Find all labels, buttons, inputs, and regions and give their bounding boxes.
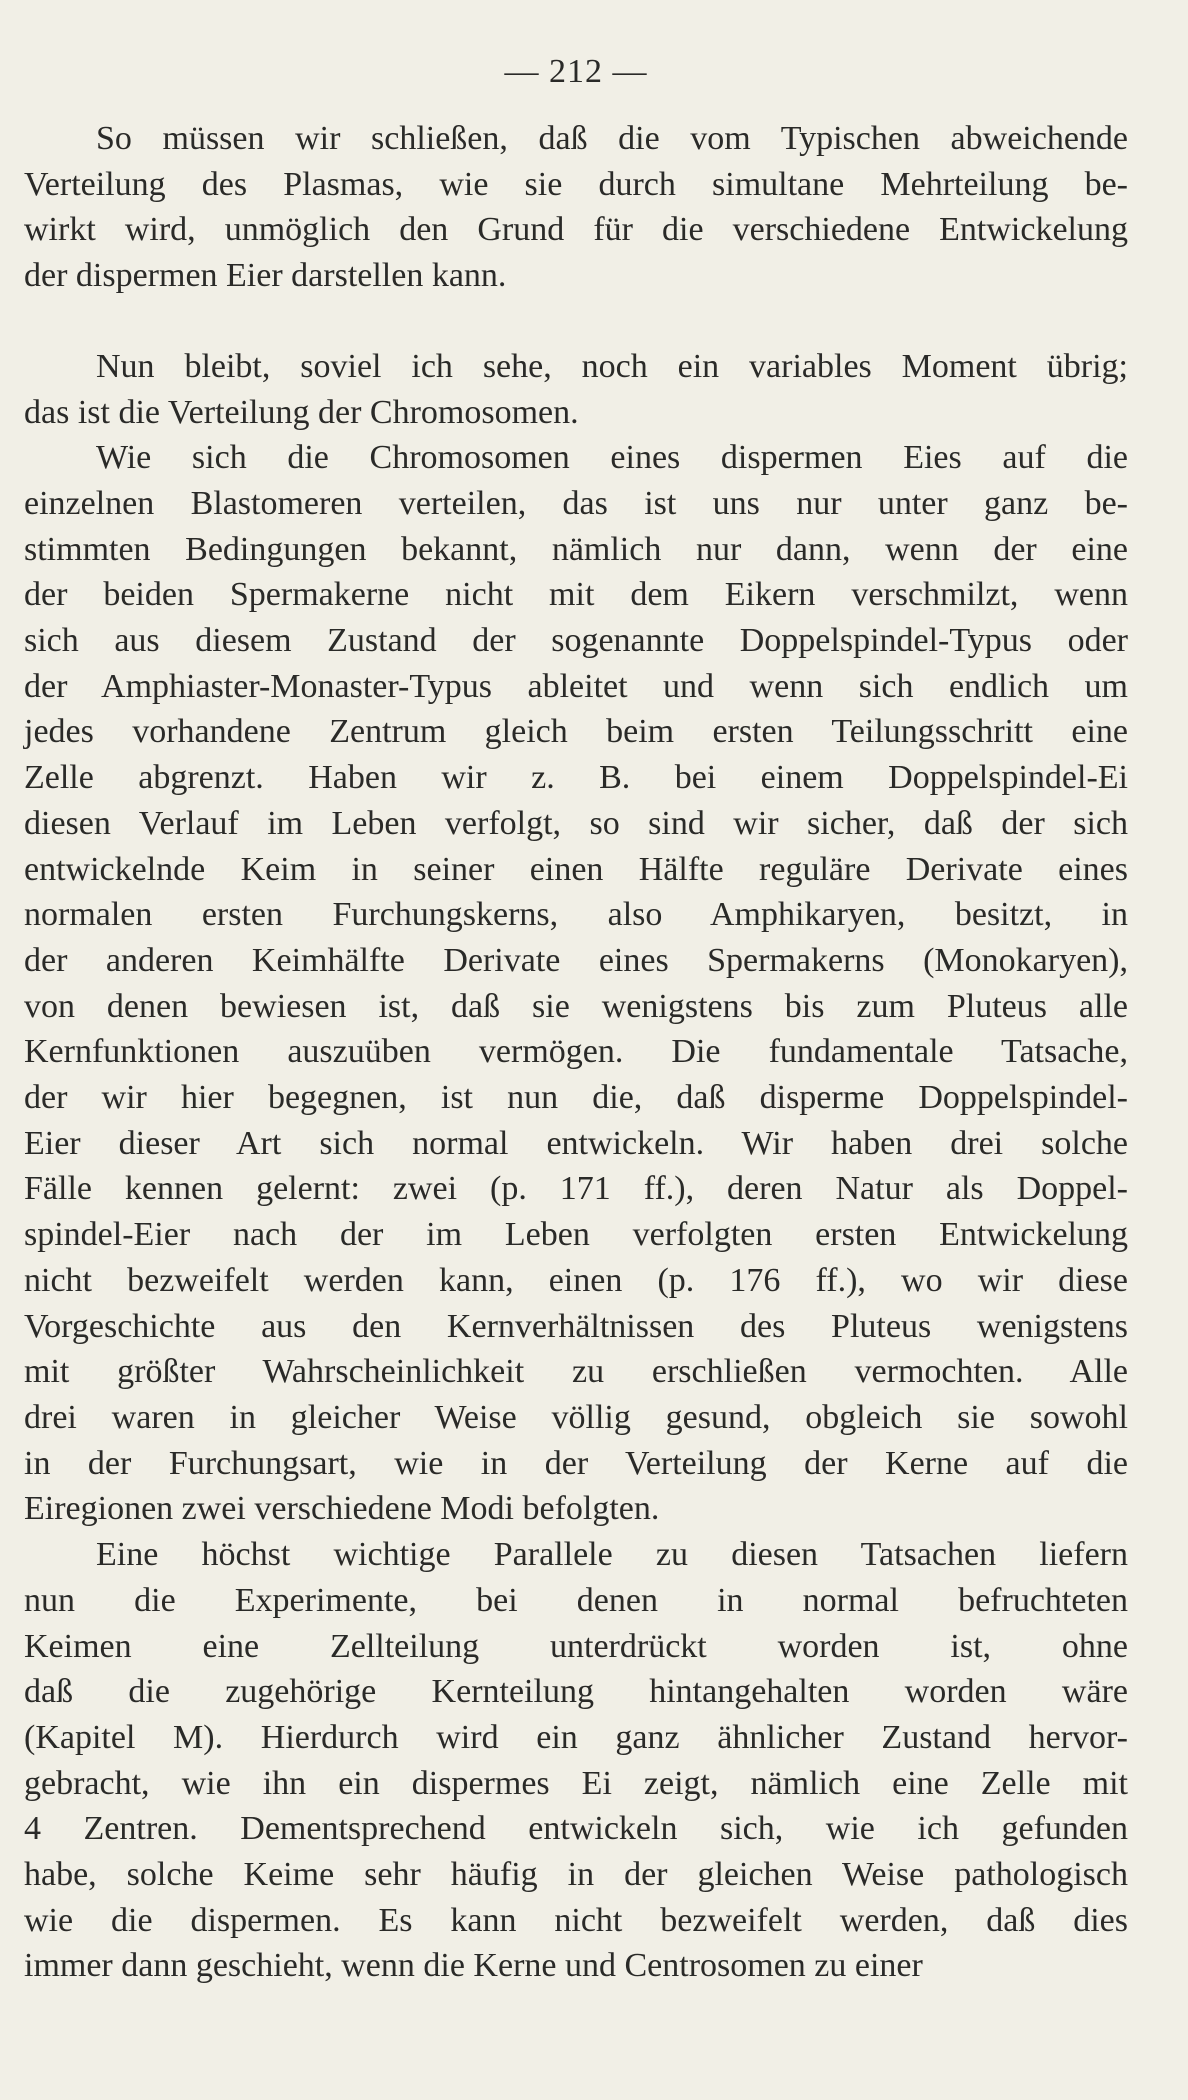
text-line: der wir hier begegnen, ist nun die, daß disperme Doppelspindel- bbox=[24, 1079, 1128, 1117]
text-line: Eiregionen zwei verschiedene Modi befolgten. bbox=[24, 1490, 660, 1528]
text-line: Nun bleibt, soviel ich sehe, noch ein variables Moment übrig; bbox=[96, 347, 1128, 385]
text-line: Verteilung des Plasmas, wie sie durch simultane Mehrteilung be- bbox=[24, 165, 1128, 203]
text-line: jedes vorhandene Zentrum gleich beim ersten Teilungsschritt eine bbox=[24, 713, 1128, 751]
text-line: Wie sich die Chromosomen eines dispermen Eies auf die bbox=[96, 439, 1128, 477]
text-line: (Kapitel M). Hierdurch wird ein ganz ähnlicher Zustand hervor- bbox=[24, 1718, 1128, 1756]
text-line: das ist die Verteilung der Chromosomen. bbox=[24, 393, 579, 431]
text-line: wirkt wird, unmöglich den Grund für die verschiedene Entwickelung bbox=[24, 211, 1128, 249]
text-line: stimmten Bedingungen bekannt, nämlich nur dann, wenn der eine bbox=[24, 530, 1128, 568]
text-line: entwickelnde Keim in seiner einen Hälfte reguläre Derivate eines bbox=[24, 850, 1128, 888]
paragraph-1 bbox=[24, 116, 1128, 299]
text-line: in der Furchungsart, wie in der Verteilung der Kerne auf die bbox=[24, 1444, 1128, 1482]
text-line: 4 Zentren. Dementsprechend entwickeln sich, wie ich gefunden bbox=[24, 1810, 1128, 1848]
text-line: habe, solche Keime sehr häufig in der gleichen Weise pathologisch bbox=[24, 1856, 1128, 1894]
text-line: einzelnen Blastomeren verteilen, das ist uns nur unter ganz be- bbox=[24, 484, 1128, 522]
text-line: wie die dispermen. Es kann nicht bezweifelt werden, daß dies bbox=[24, 1901, 1128, 1939]
text-line: sich aus diesem Zustand der sogenannte Doppelspindel-Typus oder bbox=[24, 622, 1128, 660]
text-line: Zelle abgrenzt. Haben wir z. B. bei einem Doppelspindel-Ei bbox=[24, 759, 1128, 797]
text-line: der Amphiaster-Monaster-Typus ableitet und wenn sich endlich um bbox=[24, 667, 1128, 705]
text-line: Eine höchst wichtige Parallele zu diesen Tatsachen liefern bbox=[96, 1536, 1128, 1574]
text-line: spindel-Eier nach der im Leben verfolgten ersten Entwickelung bbox=[24, 1216, 1128, 1254]
text-line: nicht bezweifelt werden kann, einen (p. 176 ff.), wo wir diese bbox=[24, 1261, 1128, 1299]
text-line: Fälle kennen gelernt: zwei (p. 171 ff.), deren Natur als Doppel- bbox=[24, 1170, 1128, 1208]
text-line: Keimen eine Zellteilung unterdrückt worden ist, ohne bbox=[24, 1627, 1128, 1665]
text-line: gebracht, wie ihn ein dispermes Ei zeigt, nämlich eine Zelle mit bbox=[24, 1764, 1128, 1802]
paragraph-3 bbox=[24, 435, 1128, 1532]
text-line: von denen bewiesen ist, daß sie wenigstens bis zum Pluteus alle bbox=[24, 987, 1128, 1025]
text-line: Eier dieser Art sich normal entwickeln. Wir haben drei solche bbox=[24, 1124, 1128, 1162]
paragraph-2 bbox=[24, 344, 1128, 435]
text-line: Kernfunktionen auszuüben vermögen. Die fundamentale Tatsache, bbox=[24, 1033, 1128, 1071]
text-line: Vorgeschichte aus den Kernverhältnissen des Pluteus wenigstens bbox=[24, 1307, 1128, 1345]
page-number: — 212 — bbox=[504, 53, 648, 90]
text-line: mit größter Wahrscheinlichkeit zu erschließen vermochten. Alle bbox=[24, 1353, 1128, 1391]
text-line: daß die zugehörige Kernteilung hintangehalten worden wäre bbox=[24, 1673, 1128, 1711]
text-line: drei waren in gleicher Weise völlig gesund, obgleich sie sowohl bbox=[24, 1398, 1128, 1436]
paragraph-4 bbox=[24, 1532, 1128, 1989]
text-line: nun die Experimente, bei denen in normal befruchteten bbox=[24, 1581, 1128, 1619]
text-line: So müssen wir schließen, daß die vom Typischen abweichende bbox=[96, 120, 1128, 157]
text-line: der beiden Spermakerne nicht mit dem Eikern verschmilzt, wenn bbox=[24, 576, 1128, 614]
text-line: diesen Verlauf im Leben verfolgt, so sind wir sicher, daß der sich bbox=[24, 804, 1128, 842]
text-line: der anderen Keimhälfte Derivate eines Spermakerns (Monokaryen), bbox=[24, 941, 1128, 979]
text-line: normalen ersten Furchungskerns, also Amphikaryen, besitzt, in bbox=[24, 896, 1128, 934]
text-line: immer dann geschieht, wenn die Kerne und Centrosomen zu einer bbox=[24, 1947, 923, 1985]
text-line: der dispermen Eier darstellen kann. bbox=[24, 257, 507, 295]
